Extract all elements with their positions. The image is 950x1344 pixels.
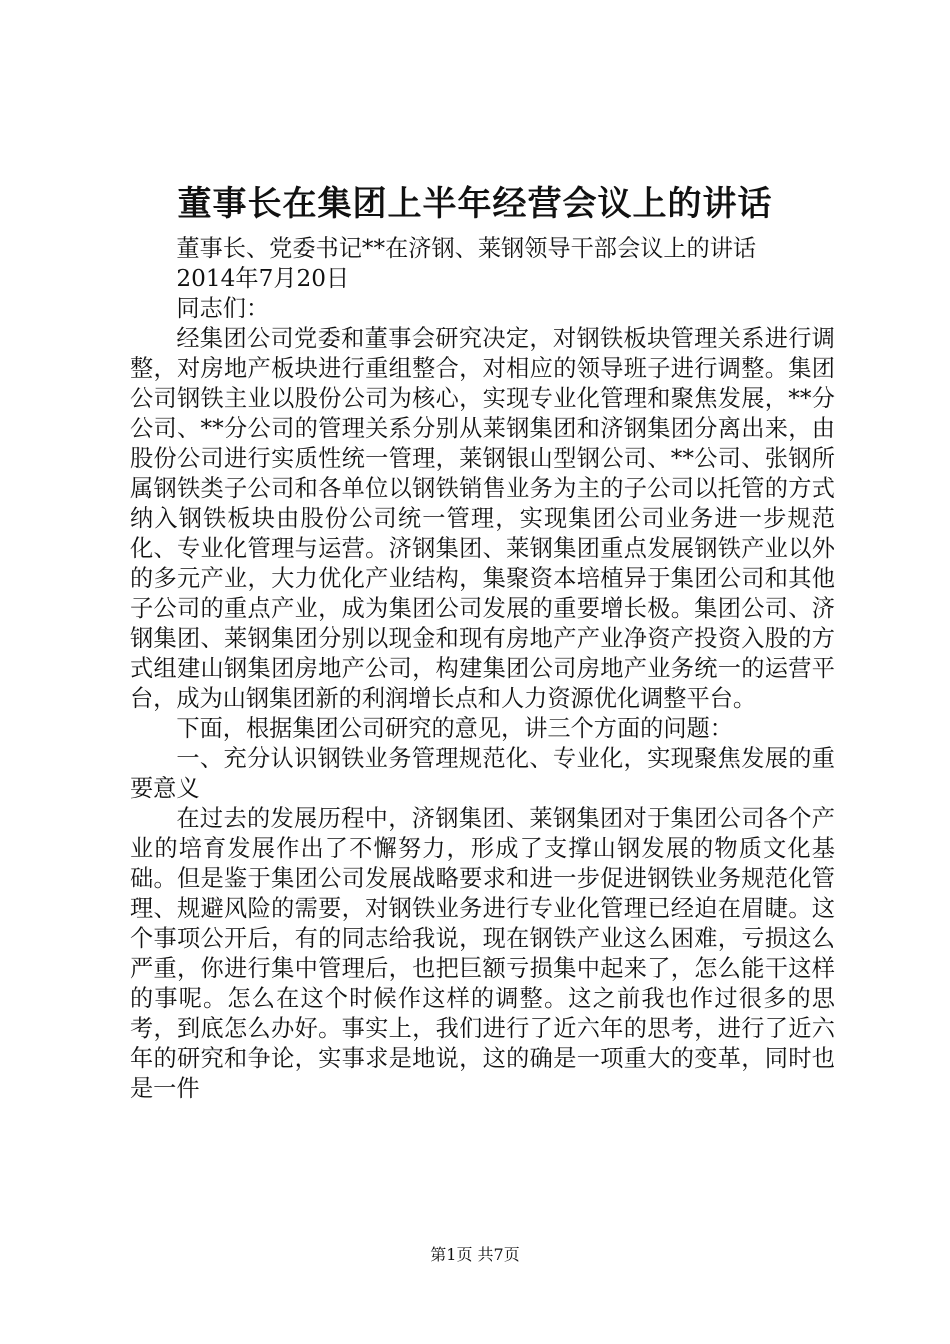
page-footer: 第1页 共7页 — [430, 1245, 520, 1264]
document-title: 董事长在集团上半年经营会议上的讲话 — [177, 184, 773, 224]
paragraph-date: 2014年7月20日 — [176, 265, 350, 292]
document-body — [130, 234, 835, 1104]
section-heading-1: 一、充分认识钢铁业务管理规范化、专业化，实现聚焦发展的重要意义 — [130, 745, 835, 802]
paragraph-history: 在过去的发展历程中，济钢集团、莱钢集团对于集团公司各个产业的培育发展作出了不懈努力，形成了支撑山钢发展的物质文化基础。但是鉴于集团公司发展战略要求和进一步促进钢铁业务规范化管理、规避风险的需要，对钢铁业务进行专业化管理已经迫在眉睫。这个事项公开后，有的同志给我说，现在钢铁产业这么困难，亏损这么严重，你进行集中管理后，也把巨额亏损集中起来了，怎么能干这样的事呢。怎么在这个时候作这样的调整。这之前我也作过很多的思考，到底怎么办好。事实上，我们进行了近六年的思考，进行了近六年的研究和争论，实事求是地说，这的确是一项重大的变革，同时也是一件 — [130, 805, 835, 1102]
paragraph-outline: 下面，根据集团公司研究的意见，讲三个方面的问题： — [176, 715, 733, 742]
paragraph-salutation: 同志们： — [176, 295, 270, 322]
paragraph-speaker-line: 董事长、党委书记**在济钢、莱钢领导干部会议上的讲话 — [176, 235, 757, 262]
paragraph-decision: 经集团公司党委和董事会研究决定，对钢铁板块管理关系进行调整，对房地产板块进行重组整合，对相应的领导班子进行调整。集团公司钢铁主业以股份公司为核心，实现专业化管理和聚焦发展，**分公司、**分公司的管理关系分别从莱钢集团和济钢集团分离出来，由股份公司进行实质性统一管理，莱钢银山型钢公司、**公司、张钢所属钢铁类子公司和各单位以钢铁销售业务为主的子公司以托管的方式纳入钢铁板块由股份公司统一管理，实现集团公司业务进一步规范化、专业化管理与运营。济钢集团、莱钢集团重点发展钢铁产业以外的多元产业，大力优化产业结构，集聚资本培植异于集团公司和其他子公司的重点产业，成为集团公司发展的重要增长极。集团公司、济钢集团、莱钢集团分别以现金和现有房地产产业净资产投资入股的方式组建山钢集团房地产公司，构建集团公司房地产业务统一的运营平台，成为山钢集团新的利润增长点和人力资源优化调整平台。 — [130, 325, 835, 712]
